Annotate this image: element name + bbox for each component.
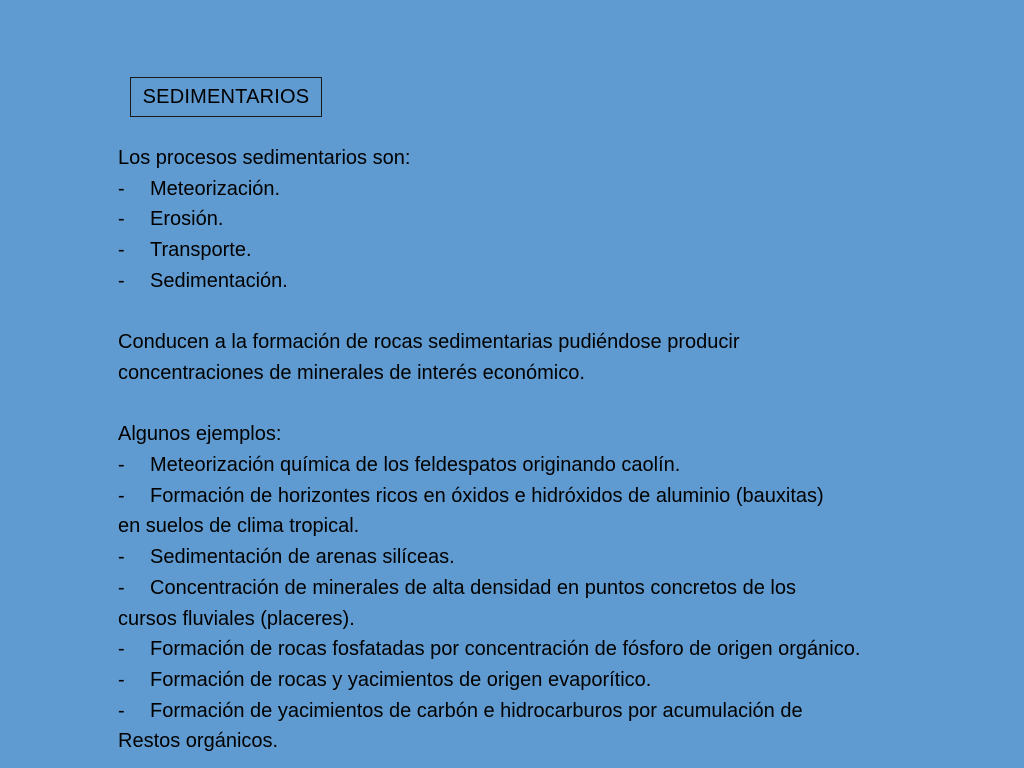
bullet-dash: - — [118, 699, 125, 722]
example-item — [118, 450, 998, 481]
spacer — [118, 389, 998, 420]
bullet-dash: - — [118, 208, 125, 231]
example-item — [118, 634, 998, 665]
example-continuation: cursos fluviales (placeres). — [118, 607, 355, 630]
example-item — [118, 696, 998, 727]
example-item — [118, 481, 998, 512]
bullet-dash: - — [118, 546, 125, 569]
example-continuation: Restos orgánicos. — [118, 730, 279, 753]
bullet-dash: - — [118, 668, 125, 691]
example-continuation: en suelos de clima tropical. — [118, 515, 360, 538]
example-item — [118, 573, 998, 604]
example-label: Formación de rocas y yacimientos de origen evaporítico. — [150, 668, 652, 691]
example-label: Formación de yacimientos de carbón e hidrocarburos por acumulación de — [150, 699, 803, 722]
bullet-dash: - — [118, 454, 125, 476]
process-label: Meteorización. — [150, 177, 281, 200]
examples-heading: Algunos ejemplos: — [118, 423, 282, 446]
title-box — [130, 77, 322, 117]
process-item — [118, 174, 998, 205]
slide-body — [118, 143, 998, 757]
bullet-dash: - — [118, 484, 125, 507]
paragraph-line: Conducen a la formación de rocas sedimentarias pudiéndose producir — [118, 331, 740, 354]
process-item — [118, 266, 998, 297]
bullet-dash: - — [118, 239, 125, 262]
intro-text: Los procesos sedimentarios son: — [118, 147, 411, 169]
slide-title: SEDIMENTARIOS — [142, 85, 310, 108]
process-label: Erosión. — [150, 208, 224, 231]
example-label: Formación de rocas fosfatadas por concentración de fósforo de origen orgánico. — [150, 638, 861, 661]
example-item — [118, 542, 998, 573]
example-label: Sedimentación de arenas silíceas. — [150, 546, 455, 569]
spacer — [118, 297, 998, 328]
example-label: Meteorización química de los feldespatos originando caolín. — [150, 454, 681, 476]
paragraph-line: concentraciones de minerales de interés económico. — [118, 361, 585, 384]
process-label: Transporte. — [150, 239, 252, 262]
bullet-dash: - — [118, 576, 125, 599]
example-item — [118, 665, 998, 696]
bullet-dash: - — [118, 269, 125, 292]
example-label: Formación de horizontes ricos en óxidos e hidróxidos de aluminio (bauxitas) — [150, 484, 824, 507]
bullet-dash: - — [118, 177, 125, 200]
process-label: Sedimentación. — [150, 269, 288, 292]
process-item — [118, 235, 998, 266]
example-label: Concentración de minerales de alta densidad en puntos concretos de los — [150, 576, 796, 599]
bullet-dash: - — [118, 638, 125, 661]
process-item — [118, 204, 998, 235]
